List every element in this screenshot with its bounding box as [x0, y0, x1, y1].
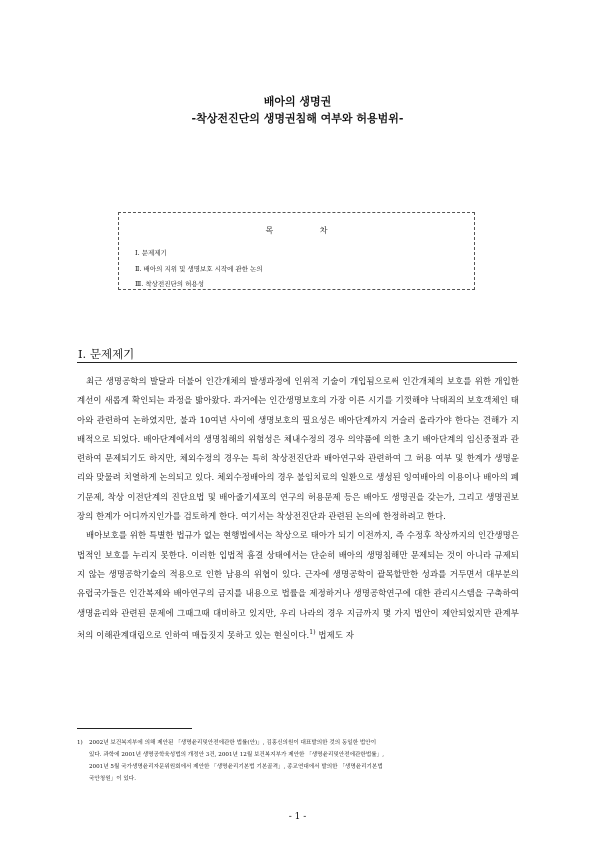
toc-heading: 목 차: [265, 226, 350, 235]
body-text: [77, 372, 519, 645]
document-title: 배아의 생명권: [263, 95, 332, 108]
page-number: - 1 -: [288, 812, 307, 822]
footnote-line: 국안청원」이 있다.: [89, 776, 136, 782]
section-divider: [77, 362, 517, 363]
footnote-divider: [77, 728, 192, 729]
table-of-contents: [118, 212, 475, 290]
title-block: [0, 93, 595, 127]
paragraph-text: 배아보호를 위한 특별한 법규가 없는 현행법에서는 착상으로 태아가 되기 이전까지, 즉 수정후 착상까지의 인간생명은 법적인 보호를 누리지 못한다. 이러한 입법적 흠결 상태에서는 단순히 배아의 생명침해만 문제되는 것이 아니라 규제되지 않는 생명공학기술의 적용으로 인한 남용의 위협이 있다. 근자에 생명공학이 괄목할만한 성과를 거두면서 대부분의 유럽국가들은 인간복제와 배아연구의 금지를 내용으로 법률을 제정하거나 생명공학연구에 대한 관리시스템을 구축하여 생명윤리와 관련된 문제에 그때그때 대비하고 있지만, 우리 나라의 경우 지금까지 몇 가지 법안이 제안되었지만 관계부처의 이해관계대립으로 인하여 매듭짓지 못하고 있는 현실이다.: [77, 530, 519, 640]
footnote-reference[interactable]: 1): [309, 628, 316, 636]
section-heading: Ⅰ. 문제제기: [78, 347, 135, 361]
footnote-line: 2001년 5월 국가생명윤리자문위원회에서 제안한 「생명윤리기본법 기본골격」, 종교연대에서 발의한 「생명윤리기본법: [89, 764, 383, 770]
document-subtitle: -착상전진단의 생명권침해 여부와 허용범위-: [191, 112, 404, 125]
paragraph: 최근 생명공학의 발달과 더불어 인간개체의 발생과정에 인위적 기술이 개입됨으로써 인간개체의 보호를 위한 개입한계선이 새롭게 확인되는 과정을 밟아왔다. 과거에는 인간생명보호의 가장 이른 시기를 기껏해야 낙태죄의 보호객체인 태아와 관련하여 논하였지만, 불과 10여년 사이에 생명보호의 필요성은 배아단계까지 거슬러 올라가야 한다는 견해가 지배적으로 되었다. 배아단계에서의 생명침해의 위험성은 체내수정의 경우 의약품에 의한 초기 배아단계의 임신중절과 관련하여 문제되기도 하지만, 체외수정의 경우는 특히 착상전진단과 배아연구와 관련하여 그 허용 여부 및 한계가 생명윤리와 맞물려 치열하게 논의되고 있다. 체외수정배아의 경우 불임치료의 일환으로 생성된 잉여배아의 이용이나 배아의 폐기문제, 착상 이전단계의 진단요법 및 배아줄기세포의 연구의 허용문제 등은 배아도 생명권을 갖는가, 그리고 생명권보장의 한계가 어디까지인가를 검토하게 한다. 여기서는 착상전진단과 관련된 논의에 한정하려고 한다.: [77, 376, 519, 522]
footnote-line: [77, 737, 517, 749]
footnote-line: 있다. 과학에 2001년 생명공학육성법의 개정안 3건, 2001년 12월 보건복지부가 제안한 「생명윤리및안전에관한법률」,: [89, 752, 384, 758]
toc-item: Ⅱ. 배아의 지위 및 생명보호 시작에 관한 논의: [135, 264, 263, 273]
paragraph: [77, 526, 519, 645]
footnote: [77, 737, 517, 785]
footnote-text: 2002년 보건복지부에 의해 제안된 「생명윤리및안전에관한 법률(안)」, 김홍신의원이 대표발의한 것의 동일한 법안이: [89, 740, 377, 746]
toc-item: Ⅲ. 착상전진단의 허용성: [135, 280, 204, 288]
footnote-number: 1): [77, 740, 83, 746]
toc-list: [135, 246, 474, 293]
paragraph-tail: 법제도 자: [315, 629, 354, 640]
toc-item: Ⅰ. 문제제기: [135, 249, 167, 257]
